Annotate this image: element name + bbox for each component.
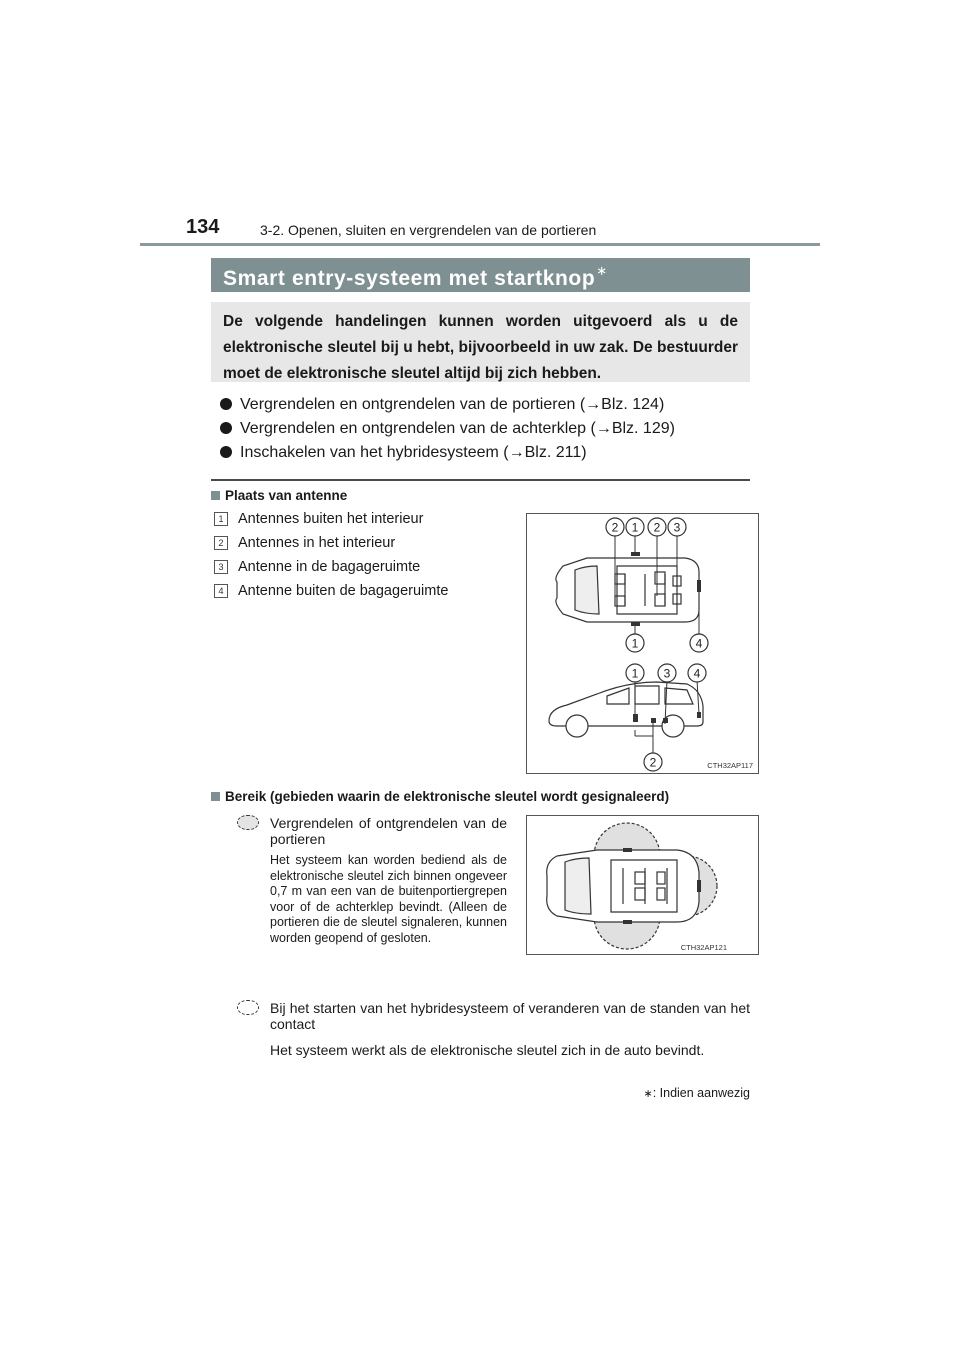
range-item-title: Bij het starten van het hybridesysteem of veranderen van de standen van het contact bbox=[270, 1000, 750, 1032]
legend-text: Antennes in het interieur bbox=[238, 535, 396, 551]
callout-label: 4 bbox=[695, 636, 703, 651]
section-title bbox=[211, 258, 750, 292]
callout-label: 2 bbox=[649, 755, 657, 770]
subheading-antenna bbox=[211, 488, 347, 503]
car-antenna-diagram bbox=[527, 514, 758, 773]
intro-box: De volgende handelingen kunnen worden uitgevoerd als u de elektronische sleutel bij u hebt, bijvoorbeeld in uw zak. De bestuurder moet de elektronische sleutel altijd bij zich hebben. bbox=[211, 302, 750, 382]
figure-code: CTH32AP121 bbox=[680, 943, 727, 952]
bullet-text: Vergrendelen en ontgrendelen van de achterklep (→Blz. 129) bbox=[240, 420, 675, 437]
legend-text: Antenne buiten de bagageruimte bbox=[238, 583, 449, 599]
optional-mark: ∗ bbox=[596, 263, 608, 278]
antenna-legend-item bbox=[214, 583, 448, 599]
bullet-item bbox=[220, 420, 675, 438]
antenna-legend-item bbox=[214, 511, 423, 527]
figure-code: CTH32AP117 bbox=[707, 761, 753, 770]
detection-range-figure bbox=[526, 815, 759, 955]
legend-text: Antennes buiten het interieur bbox=[238, 511, 424, 527]
antenna-legend-item bbox=[214, 559, 420, 575]
chapter-title: 3-2. Openen, sluiten en vergrendelen van de portieren bbox=[260, 222, 597, 238]
bullet-dot-icon bbox=[220, 446, 232, 458]
callout-label: 3 bbox=[663, 666, 671, 681]
range-diagram bbox=[527, 816, 758, 954]
range-item-body: Het systeem werkt als de elektronische sleutel zich in de auto bevindt. bbox=[270, 1042, 705, 1058]
footnote-text: : Indien aanwezig bbox=[652, 1086, 750, 1100]
bullet-item bbox=[220, 396, 664, 414]
range-item-title: Vergrendelen of ontgrendelen van de portieren bbox=[270, 815, 507, 847]
number-badge: 1 bbox=[214, 512, 228, 526]
number-badge: 3 bbox=[214, 560, 228, 574]
square-bullet-icon bbox=[211, 491, 220, 500]
bullet-item bbox=[220, 444, 587, 462]
optional-mark: ∗ bbox=[643, 1088, 653, 1100]
antenna-location-figure bbox=[526, 513, 759, 774]
callout-label: 2 bbox=[611, 520, 619, 535]
section-title-text: Smart entry-systeem met startknop bbox=[223, 267, 596, 290]
header-divider bbox=[140, 243, 820, 246]
callout-label: 1 bbox=[631, 636, 639, 651]
callout-label: 3 bbox=[673, 520, 681, 535]
bullet-text: Inschakelen van het hybridesysteem (→Blz. 211) bbox=[240, 444, 587, 461]
bullet-dot-icon bbox=[220, 422, 232, 434]
legend-text: Antenne in de bagageruimte bbox=[238, 559, 421, 575]
range-interior-icon bbox=[237, 1000, 259, 1015]
bullet-text: Vergrendelen en ontgrendelen van de portieren (→Blz. 124) bbox=[240, 396, 665, 413]
bullet-dot-icon bbox=[220, 398, 232, 410]
subheading-range bbox=[211, 789, 669, 804]
footnote bbox=[643, 1086, 750, 1100]
number-badge: 4 bbox=[214, 584, 228, 598]
number-badge: 2 bbox=[214, 536, 228, 550]
range-item-body: Het systeem kan worden bediend als de elektronische sleutel zich binnen ongeveer 0,7 m van een van de buitenportiergrepen voor of de achterklep bevindt. (Alleen de portieren die de sleutel signaleren, kunnen worden geopend of gesloten. bbox=[270, 853, 507, 945]
subheading-text: Plaats van antenne bbox=[225, 488, 348, 503]
callout-label: 4 bbox=[693, 666, 701, 681]
square-bullet-icon bbox=[211, 792, 220, 801]
section-divider bbox=[211, 479, 750, 481]
callout-label: 2 bbox=[653, 520, 661, 535]
callout-label: 1 bbox=[631, 666, 639, 681]
callout-label: 1 bbox=[631, 520, 639, 535]
antenna-legend-item bbox=[214, 535, 395, 551]
page-number: 134 bbox=[186, 216, 220, 238]
range-shaded-icon bbox=[237, 815, 259, 830]
subheading-text: Bereik (gebieden waarin de elektronische sleutel wordt gesignaleerd) bbox=[225, 789, 670, 804]
